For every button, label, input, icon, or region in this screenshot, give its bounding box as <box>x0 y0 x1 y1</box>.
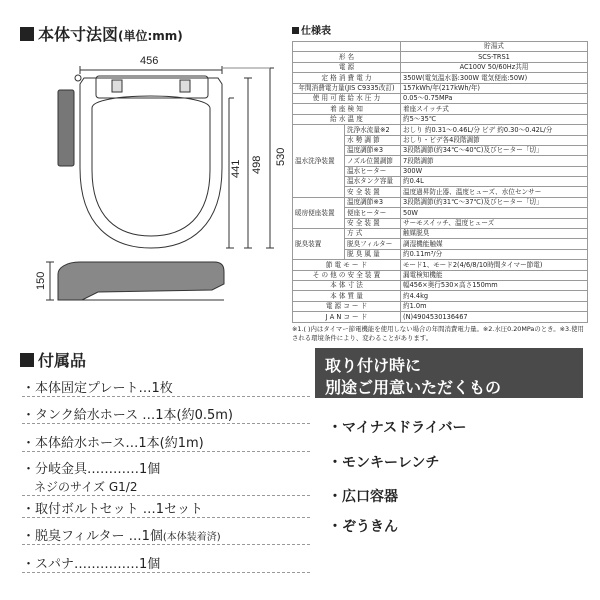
spec-row-label: 電 源 <box>293 62 401 72</box>
dimension-section-title <box>20 22 183 45</box>
spec-row-label: 脱臭フィルター <box>345 239 401 249</box>
spec-row-label: 安 全 装 置 <box>345 218 401 228</box>
accessory-item <box>22 377 173 396</box>
accessory-item-text: ・本体固定プレート…1枚 <box>22 381 173 396</box>
spec-row-value: 貯湯式 <box>401 42 588 52</box>
accessories-section-title <box>20 348 86 371</box>
spec-row <box>293 62 588 72</box>
spec-row-value: (N)4904530136467 <box>401 312 588 322</box>
side-view-body <box>58 262 224 300</box>
spec-row-label: 節 電 モ ー ド <box>293 260 401 270</box>
dimension-title-text: 本体寸法図 <box>38 25 119 44</box>
accessory-item <box>22 525 221 544</box>
spec-row-label: 洗浄水流量※2 <box>345 125 401 135</box>
spec-row-label: 電 源 コ ー ド <box>293 301 401 311</box>
spec-row-value: サーモスイッチ、温度ヒューズ <box>401 218 588 228</box>
spec-row-label: 水 勢 調 節 <box>345 135 401 145</box>
spec-row-value: おしり 約0.31～0.46L/分 ビデ 約0.30～0.42L/分 <box>401 125 588 135</box>
divider <box>22 572 310 573</box>
spec-row-label: 便座ヒーター <box>345 208 401 218</box>
spec-row-value: 50W <box>401 208 588 218</box>
spec-row-value: 着座スイッチ式 <box>401 104 588 114</box>
spec-row <box>293 280 588 290</box>
spec-row-value: 約5～35℃ <box>401 114 588 124</box>
prepare-item: ・モンキーレンチ <box>328 455 440 471</box>
divider <box>22 451 310 452</box>
spec-group-label: 脱臭装置 <box>293 229 345 260</box>
prepare-item: ・広口容器 <box>328 489 398 505</box>
prepare-header-box <box>315 348 583 398</box>
spec-row <box>293 301 588 311</box>
spec-row-label: J A N コ ー ド <box>293 312 401 322</box>
bullet-square-icon <box>292 27 299 34</box>
accessory-item-text: ・タンク給水ホース …1本(約0.5m) <box>22 408 233 423</box>
divider <box>22 495 310 496</box>
spec-row-label: 年間消費電力量(JIS C9335改訂) <box>293 83 401 93</box>
accessory-item-text: ・スパナ……………1個 <box>22 557 161 572</box>
spec-row <box>293 52 588 62</box>
spec-row <box>293 229 588 239</box>
spec-group-label: 暖房便座装置 <box>293 197 345 228</box>
spec-row-value: 約4.4kg <box>401 291 588 301</box>
divider <box>22 423 310 424</box>
divider <box>22 396 310 397</box>
spec-row-value: 157kWh/年(217kWh/年) <box>401 83 588 93</box>
spec-row-value: 漏電検知機能 <box>401 270 588 280</box>
spec-section <box>292 22 588 343</box>
lid-outline <box>92 96 210 236</box>
spec-row <box>293 73 588 83</box>
spec-row-label: 本 体 質 量 <box>293 291 401 301</box>
accessory-item <box>22 458 160 477</box>
spec-row <box>293 312 588 322</box>
spec-row-label <box>293 42 401 52</box>
dimension-drawing <box>18 48 288 310</box>
spec-row-label: 温水タンク容量 <box>345 177 401 187</box>
spec-row-label: そ の 他 の 安 全 装 置 <box>293 270 401 280</box>
spec-row-value: モード1、モード2(4/6/8/10時間タイマー節電) <box>401 260 588 270</box>
spec-row-label: 安 全 装 置 <box>345 187 401 197</box>
spec-row-label: 給 水 温 度 <box>293 114 401 124</box>
spec-table <box>292 41 588 323</box>
accessory-item-text: ・脱臭フィルター …1個 <box>22 529 163 544</box>
spec-row-value: 3段階調節(約31℃～37℃)及びヒーター「切」 <box>401 197 588 207</box>
spec-row-value: おしり・ビデ各4段階調節 <box>401 135 588 145</box>
spec-row-value: 触媒脱臭 <box>401 229 588 239</box>
spec-row <box>293 197 588 207</box>
divider <box>22 517 310 518</box>
spec-row-label: 脱 臭 風 量 <box>345 249 401 259</box>
bullet-square-icon <box>20 353 34 367</box>
water-inlet <box>75 75 81 81</box>
spec-row-label: 本 体 寸 法 <box>293 280 401 290</box>
spec-row-value: 調湿機能触媒 <box>401 239 588 249</box>
accessory-item-subtext: ネジのサイズ G1/2 <box>34 480 138 494</box>
divider <box>22 544 310 545</box>
control-panel <box>58 90 74 166</box>
accessory-item-text: ・取付ボルトセット …1セット <box>22 502 204 517</box>
spec-row-label: 使 用 可 能 給 水 圧 力 <box>293 93 401 103</box>
spec-title <box>292 22 588 37</box>
prepare-item: ・マイナスドライバー <box>328 420 467 436</box>
spec-row-label: 温度調節※3 <box>345 197 401 207</box>
spec-row-value: 0.05～0.75MPa <box>401 93 588 103</box>
spec-row-value: 350W(電気温水器:300W 電気便座:50W) <box>401 73 588 83</box>
spec-row <box>293 42 588 52</box>
spec-row-label: 形 名 <box>293 52 401 62</box>
spec-row-label: 定 格 消 費 電 力 <box>293 73 401 83</box>
accessory-item <box>22 404 233 423</box>
prepare-title-line1: 取り付け時に <box>325 356 422 375</box>
spec-row-value: 7段階調節 <box>401 156 588 166</box>
spec-row <box>293 104 588 114</box>
spec-row-label: 方 式 <box>345 229 401 239</box>
accessory-item-text: ・分岐金具…………1個 <box>22 462 161 477</box>
spec-row <box>293 83 588 93</box>
accessory-item-note: (本体装着済) <box>162 532 221 543</box>
dim-150-label: 150 <box>35 271 47 290</box>
spec-row-value: 温度過昇防止器、温度ヒューズ、水位センサー <box>401 187 588 197</box>
accessory-item <box>22 553 160 572</box>
prepare-item: ・ぞうきん <box>328 519 398 535</box>
spec-row-value: 300W <box>401 166 588 176</box>
dim-530-label: 530 <box>275 147 287 166</box>
spec-row-label: ノズル位置調節 <box>345 156 401 166</box>
bullet-square-icon <box>20 27 34 41</box>
spec-row <box>293 125 588 135</box>
spec-row-value: SCS-TRS1 <box>401 52 588 62</box>
accessory-item <box>22 498 203 517</box>
spec-row-value: AC100V 50/60Hz共用 <box>401 62 588 72</box>
spec-row-label: 着 座 検 知 <box>293 104 401 114</box>
dimension-unit: (単位:mm) <box>118 29 183 43</box>
accessory-item-text: ・本体給水ホース…1本(約1m) <box>22 436 204 451</box>
spec-row <box>293 93 588 103</box>
spec-notes: ※1.( )内はタイマー節電機能を使用しない場合の年間消費電力量。※2.水圧0.20MPaのとき。※3.使用される環境条件により、変わることがあります。 <box>292 324 584 342</box>
accessories-title-text: 付属品 <box>38 351 87 370</box>
spec-row-value: 約0.4L <box>401 177 588 187</box>
spec-group-label: 温水洗浄装置 <box>293 125 345 198</box>
dim-441-label: 441 <box>230 159 242 178</box>
spec-row <box>293 260 588 270</box>
spec-row-value: 幅456×奥行530×高さ150mm <box>401 280 588 290</box>
spec-row <box>293 270 588 280</box>
prepare-title-line2: 別途ご用意いただくもの <box>325 378 502 397</box>
spec-row <box>293 114 588 124</box>
spec-row-value: 3段階調節(約34℃～40℃)及びヒーター「切」 <box>401 145 588 155</box>
dim-width-label: 456 <box>140 55 159 67</box>
spec-row-value: 約1.0m <box>401 301 588 311</box>
spec-row-value: 約0.11m³/分 <box>401 249 588 259</box>
spec-row-label: 温水ヒーター <box>345 166 401 176</box>
spec-title-text: 仕様表 <box>301 26 331 37</box>
dim-498-label: 498 <box>251 155 263 174</box>
spec-row-label: 温度調節※3 <box>345 145 401 155</box>
accessory-item <box>22 432 204 451</box>
seat-outline <box>80 78 222 248</box>
spec-row <box>293 291 588 301</box>
